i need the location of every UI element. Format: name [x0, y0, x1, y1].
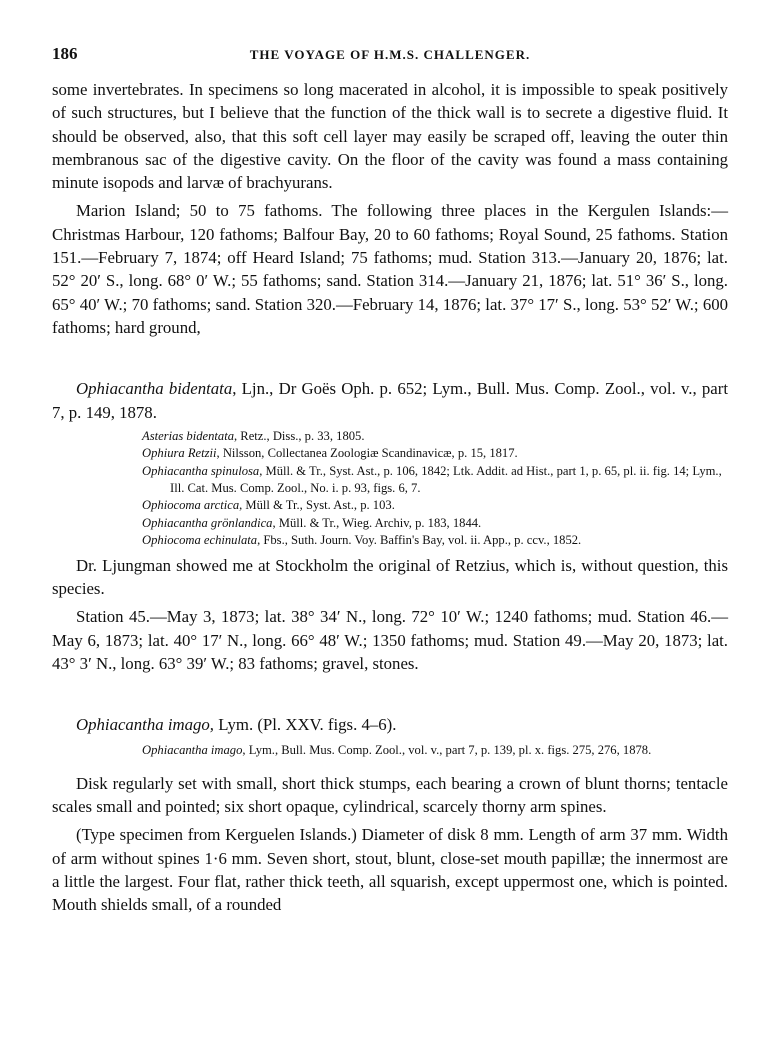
- species-citation: , Ljn., Dr Goës Oph. p. 652; Lym., Bull. Mus. Comp. Zool., vol. v., part 7, p. 149, 1878.: [52, 379, 728, 422]
- synonym-reference: , Lym., Bull. Mus. Comp. Zool., vol. v., part 7, p. 139, pl. x. figs. 275, 276, 1878.: [242, 743, 652, 758]
- synonym-reference: , Müll & Tr., Syst. Ast., p. 103.: [239, 498, 395, 513]
- synonym-reference: , Nilsson, Collectanea Zoologiæ Scandinavicæ, p. 15, 1817.: [216, 446, 518, 461]
- page-header: [52, 44, 728, 68]
- synonym-reference: , Fbs., Suth. Journ. Voy. Baffin's Bay, vol. ii. App., p. ccv., 1852.: [257, 533, 582, 548]
- paragraph-stations: Station 45.—May 3, 1873; lat. 38° 34′ N., long. 72° 10′ W.; 1240 fathoms; mud. Station 46.—May 6, 1873; lat. 40° 17′ N., long. 66° 48′ W.; 1350 fathoms; mud. Station 49.—May 20, 1873; lat. 43° 3′ N., long. 63° 39′ W.; 83 fathoms; gravel, stones.: [52, 607, 728, 673]
- species-heading-bidentata: [52, 377, 728, 424]
- page: [52, 44, 728, 917]
- paragraph-digestive-cavity: some invertebrates. In specimens so long macerated in alcohol, it is impossible to speak positively of such structures, but I believe that the function of the thick wall is to secrete a digestive fluid. It should be observed, also, that this soft cell layer may easily be scraped off, leaving the outer thin membranous sac of the digestive cavity. On the floor of the cavity was found a mass containing minute isopods and larvæ of brachyurans.: [52, 80, 728, 193]
- synonym-reference: , Retz., Diss., p. 33, 1805.: [234, 428, 365, 443]
- synonym-name: Ophiocoma echinulata: [142, 533, 258, 548]
- synonym-item: [142, 428, 728, 445]
- synonym-reference: , Müll. & Tr., Wieg. Archiv, p. 183, 1844.: [272, 515, 482, 530]
- species-heading-imago: [52, 713, 728, 736]
- synonym-name: Ophiura Retzii: [142, 446, 217, 461]
- paragraph-localities: Marion Island; 50 to 75 fathoms. The following three places in the Kergulen Islands:—Christmas Harbour, 120 fathoms; Balfour Bay, 20 to 60 fathoms; Royal Sound, 25 fathoms. Station 151.—February 7, 1874; off Heard Island; 75 fathoms; mud. Station 313.—January 20, 1876; lat. 52° 20′ S., long. 68° 0′ W.; 55 fathoms; sand. Station 314.—January 21, 1876; lat. 51° 36′ S., long. 65° 40′ W.; 70 fathoms; sand. Station 320.—February 14, 1876; lat. 37° 17′ S., long. 53° 52′ W.; 600 fathoms; hard ground,: [52, 201, 728, 337]
- synonym-item: [142, 463, 728, 498]
- running-title: THE VOYAGE OF H.M.S. CHALLENGER.: [249, 47, 531, 62]
- synonym-item: [142, 445, 728, 462]
- species-name: Ophiacantha bidentata: [76, 379, 233, 399]
- synonym-name: Ophiacantha spinulosa: [142, 463, 260, 478]
- synonym-item: [142, 742, 728, 759]
- page-number: 186: [52, 44, 78, 63]
- synonym-item: [142, 515, 728, 532]
- synonym-name: Ophiacantha imago: [142, 743, 243, 758]
- species-citation: Lym. (Pl. XXV. figs. 4–6).: [218, 715, 397, 735]
- synonym-item: [142, 497, 728, 514]
- synonym-name: Ophiacantha grönlandica: [142, 515, 273, 530]
- paragraph-measurements: (Type specimen from Kerguelen Islands.) Diameter of disk 8 mm. Length of arm 37 mm. Width of arm without spines 1·6 mm. Seven short, stout, blunt, close-set mouth papillæ; the innermost are a little the largest. Four flat, rather thick teeth, all squarish, except uppermost one, which is pointed. Mouth shields small, of a rounded: [52, 825, 728, 915]
- species-name: Ophiacantha imago,: [76, 715, 214, 735]
- synonymy-list: [142, 428, 728, 550]
- paragraph-description: Disk regularly set with small, short thick stumps, each bearing a crown of blunt thorns; tentacle scales small and pointed; six short opaque, cylindrical, scarcely thorny arm spines.: [52, 773, 728, 817]
- synonym-name: Ophiocoma arctica: [142, 498, 240, 513]
- synonym-reference: , Müll. & Tr., Syst. Ast., p. 106, 1842; Ltk. Addit. ad Hist., part 1, p. 65, pl. ii. fig. 14; Lym., Ill. Cat. Mus. Comp. Zool., No. i. p. 93, figs. 6, 7.: [170, 463, 722, 496]
- synonym-name: Asterias bidentata: [142, 428, 234, 443]
- synonym-item: [142, 532, 728, 549]
- paragraph-ljungman-remark: Dr. Ljungman showed me at Stockholm the original of Retzius, which is, without question, this species.: [52, 555, 728, 598]
